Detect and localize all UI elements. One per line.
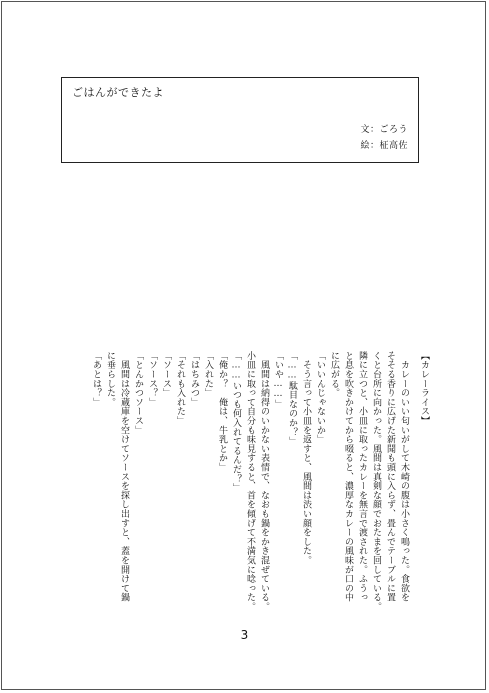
text-line: 「いいんじゃないか」 (315, 351, 325, 444)
text-line: そう言って小皿を返すと、風間は渋い顔をした。 (301, 351, 311, 565)
text-line: カレーのいい匂いがして木崎の腹は小さく鳴った。食欲を (399, 351, 409, 603)
text-line: 「あとは？」 (91, 351, 101, 407)
text-line: 「……いつも何入れてるんだ？」 (231, 351, 241, 493)
author-credit: 文：ごろう (360, 125, 408, 135)
text-line: 「いや……」 (273, 351, 283, 409)
text-line: 「はちみつ」 (189, 351, 199, 407)
artist-credit: 絵：柾高佐 (360, 141, 408, 151)
text-line: 「ソース？」 (147, 351, 157, 407)
page-number: 3 (240, 628, 249, 642)
text-line: 「入れた」 (203, 351, 213, 398)
text-line: に垂らした。 (105, 351, 115, 407)
text-line: 「とんかつソース」 (133, 351, 143, 435)
title-box (61, 77, 419, 163)
text-line: 隣に立つと、小皿に取ったカレーを無言で渡された。ふうっ (357, 351, 367, 603)
text-line: 「それも入れた」 (175, 351, 185, 426)
text-line: そそる香りに広げた新聞も頭に入らず、畳んでテーブルに置 (385, 351, 395, 603)
text-line: に広がる。 (329, 351, 339, 398)
story-body (60, 351, 430, 613)
text-line: 「俺か？ 俺は、牛乳とか」 (217, 351, 227, 472)
story-title: ごはんができたよ (72, 86, 164, 99)
text-line: と息を吹きかけてから啜ると、濃厚なカレーの風味が口の中 (343, 351, 353, 603)
text-line: 小皿に取って自分も味見すると、首を傾げて不満気に唸った。 (245, 351, 255, 612)
text-line: 風間は納得のいかない表情で、なおも鍋をかき混ぜている。 (259, 351, 269, 612)
text-line: 「……駄目なのか？」 (287, 351, 297, 446)
text-line: 【カレーライス】 (419, 351, 429, 426)
text-line: 風間は冷蔵庫を空けてソースを探し出すと、蓋を開けて鍋 (119, 351, 129, 603)
text-line: くと台所に向かった。風間は真剣な顔でおたまを回している。 (371, 351, 381, 612)
text-line: 「ソース」 (161, 351, 171, 398)
